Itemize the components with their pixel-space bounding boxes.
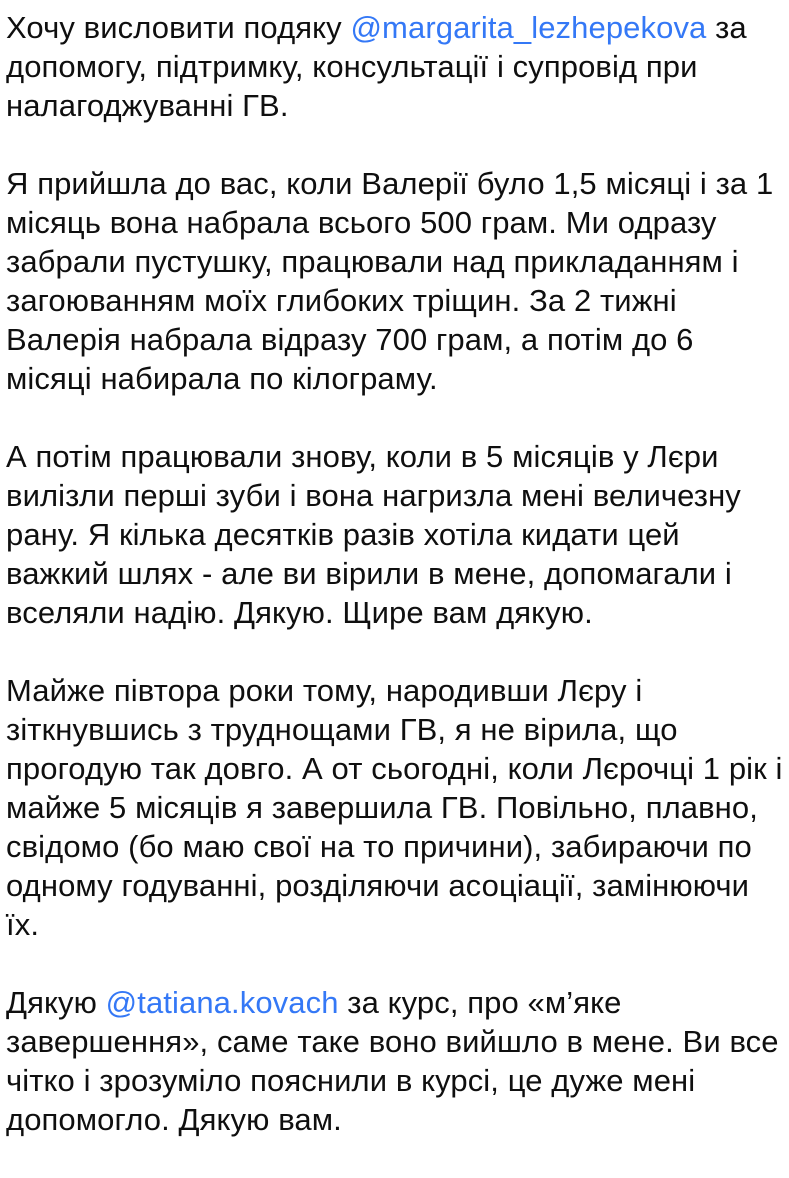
- paragraph-text: Хочу висловити подяку: [6, 10, 351, 45]
- mention-link-tatiana[interactable]: @tatiana.kovach: [105, 985, 339, 1020]
- paragraph-first-visit: Я прийшла до вас, коли Валерії було 1,5 місяці і за 1 місяць вона набрала всього 500 грам. Ми одразу забрали пустушку, працювали над прикладанням і загоюванням моїх глибоких тріщин. За 2 тижні Валерія набрала відразу 700 грам, а потім до 6 місяці набирала по кілограму.: [6, 166, 774, 396]
- paragraph-weaning: Майже півтора роки тому, народивши Лєру і зіткнувшись з труднощами ГВ, я не вірила, що прогодую так довго. А от сьогодні, коли Лєрочці 1 рік і майже 5 місяців я завершила ГВ. Повільно, плавно, свідомо (бо маю свої на то причини), забираючи по одному годуванні, розділяючи асоціації, замінюючи їх.: [6, 673, 783, 942]
- paragraph-text: Дякую: [6, 985, 106, 1020]
- paragraph-text: за курс, про «м’яке завершення», саме таке воно вийшло в мене. Ви все чітко і зрозуміло пояснили в курсі, це дуже мені допомогло. Дякую вам.: [6, 985, 779, 1137]
- mention-link-margarita[interactable]: @margarita_lezhepekova: [350, 10, 707, 45]
- paragraph-text: за допомогу, підтримку, консультації і супровід при налагоджуванні ГВ.: [6, 10, 747, 123]
- paragraph-thanks-consultant: [6, 8, 784, 125]
- paragraph-thanks-course: [6, 983, 784, 1139]
- post-text: [6, 8, 784, 1178]
- paragraph-teeth: А потім працювали знову, коли в 5 місяців у Лєри вилізли перші зуби і вона нагризла мені величезну рану. Я кілька десятків разів хотіла кидати цей важкий шлях - але ви вірили в мене, допомагали і вселяли надію. Дякую. Щире вам дякую.: [6, 439, 741, 630]
